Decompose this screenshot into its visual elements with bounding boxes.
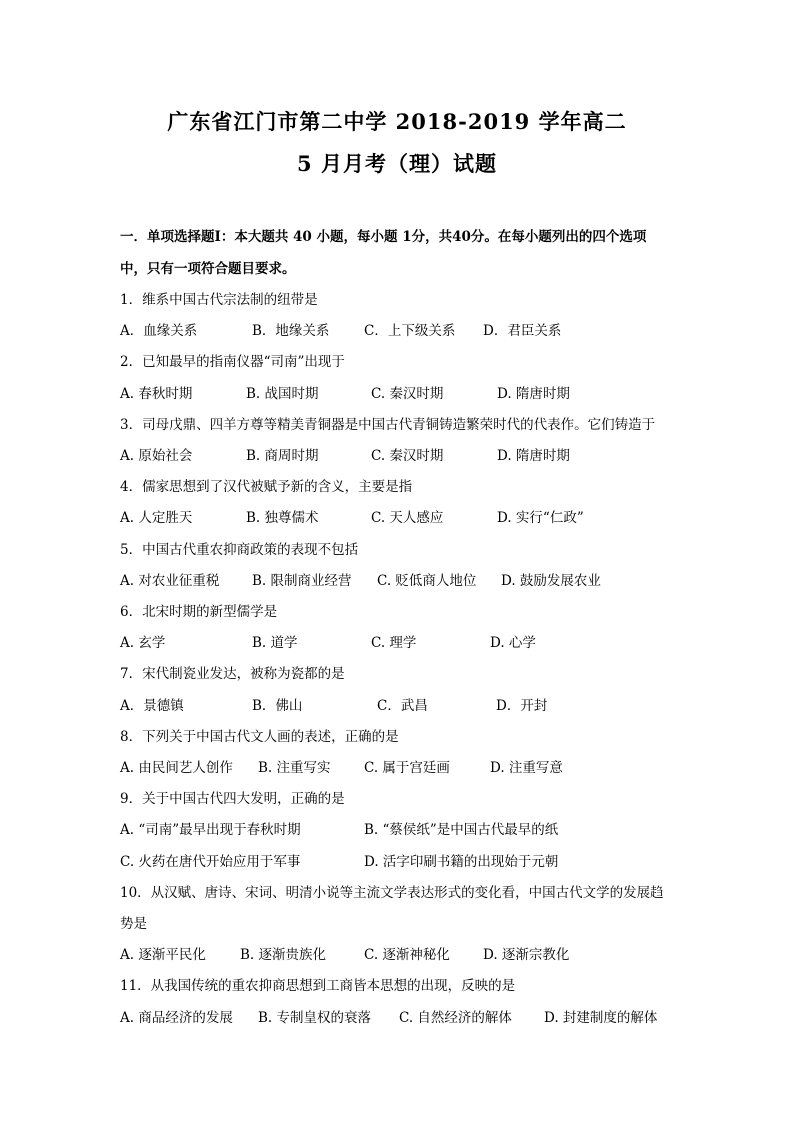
option-b: B. 道学 [252,635,298,651]
option-b: B. “蔡侯纸”是中国古代最早的纸 [364,822,559,838]
option-b: B. 战国时期 [246,386,319,402]
option-a: A. 逐渐平民化 [120,947,206,963]
option-c: C. 逐渐神秘化 [364,947,450,963]
option-d: D．君臣关系 [483,323,562,339]
option-d: D. 逐渐宗教化 [483,947,570,963]
question-9-stem: 9．关于中国古代四大发明，正确的是 [120,791,345,807]
option-c: C. 自然经济的解体 [399,1010,512,1026]
option-c: C. 火药在唐代开始应用于军事 [120,854,301,870]
option-a: A. 人定胜天 [120,510,193,526]
option-b: B. 商周时期 [246,448,319,464]
page-title: 广东省江门市第二中学 2018-2019 学年高二 [167,109,627,134]
option-c: C. 理学 [371,635,417,651]
option-a: A. 商品经济的发展 [120,1010,233,1026]
option-b: B. 限制商业经营 [252,573,352,589]
option-d: D. 注重写意 [490,760,563,776]
option-a: A. 由民间艺人创作 [120,760,233,776]
option-c: C．武昌 [377,698,428,714]
question-11-stem: 11．从我国传统的重农抑商思想到工商皆本思想的出现，反映的是 [120,978,516,994]
option-a: A. 玄学 [120,635,166,651]
option-a: A. 原始社会 [120,448,193,464]
option-a: A. “司南”最早出现于春秋时期 [120,822,301,838]
question-3-stem: 3．司母戊鼎、四羊方尊等精美青铜器是中国古代青铜铸造繁荣时代的代表作。它们铸造于 [120,417,656,433]
question-6-stem: 6．北宋时期的新型儒学是 [120,604,278,620]
option-d: D. 实行“仁政” [497,510,584,526]
option-a: A．血缘关系 [120,323,198,339]
option-b: B．地缘关系 [252,323,330,339]
option-c: C. 秦汉时期 [371,386,444,402]
question-7-stem: 7．宋代制瓷业发达，被称为瓷都的是 [120,666,345,682]
option-c: C. 天人感应 [371,510,444,526]
question-10-stem-cont: 势是 [120,916,147,932]
question-5-stem: 5．中国古代重农抑商政策的表现不包括 [120,542,359,558]
option-b: B．佛山 [252,698,303,714]
option-a: A. 对农业征重税 [120,573,220,589]
question-8-stem: 8．下列关于中国古代文人画的表述，正确的是 [120,729,399,745]
option-c: C. 属于宫廷画 [364,760,450,776]
option-d: D. 鼓励发展农业 [501,573,601,589]
option-d: D. 活字印刷书籍的出现始于元朝 [364,854,559,870]
page-subtitle: 5 月月考（理）试题 [297,151,497,176]
option-b: B. 独尊儒术 [246,510,319,526]
option-d: D. 隋唐时期 [497,386,570,402]
question-2-stem: 2．已知最早的指南仪器“司南”出现于 [120,354,345,370]
option-a: A．景德镇 [120,698,184,714]
option-d: D. 隋唐时期 [497,448,570,464]
option-b: B. 逐渐贵族化 [240,947,327,963]
option-d: D．开封 [496,698,548,714]
option-c: C. 秦汉时期 [371,448,444,464]
option-b: B. 注重写实 [258,760,331,776]
section-heading-cont: 中，只有一项符合题目要求。 [120,261,296,277]
question-10-stem: 10．从汉赋、唐诗、宋词、明清小说等主流文学表达形式的变化看，中国古代文学的发展趋 [120,885,664,901]
section-heading: 一．单项选择题Ⅰ：本大题共 40 小题，每小题 1分，共40分。在每小题列出的四个选项 [120,229,647,245]
question-1-stem: 1．维系中国古代宗法制的纽带是 [120,292,318,308]
option-c: C. 贬低商人地位 [377,573,477,589]
option-d: D. 封建制度的解体 [544,1010,658,1026]
option-c: C．上下级关系 [364,323,456,339]
option-b: B. 专制皇权的衰落 [258,1010,372,1026]
question-4-stem: 4．儒家思想到了汉代被赋予新的含义，主要是指 [120,479,413,495]
option-d: D. 心学 [490,635,536,651]
option-a: A. 春秋时期 [120,386,193,402]
